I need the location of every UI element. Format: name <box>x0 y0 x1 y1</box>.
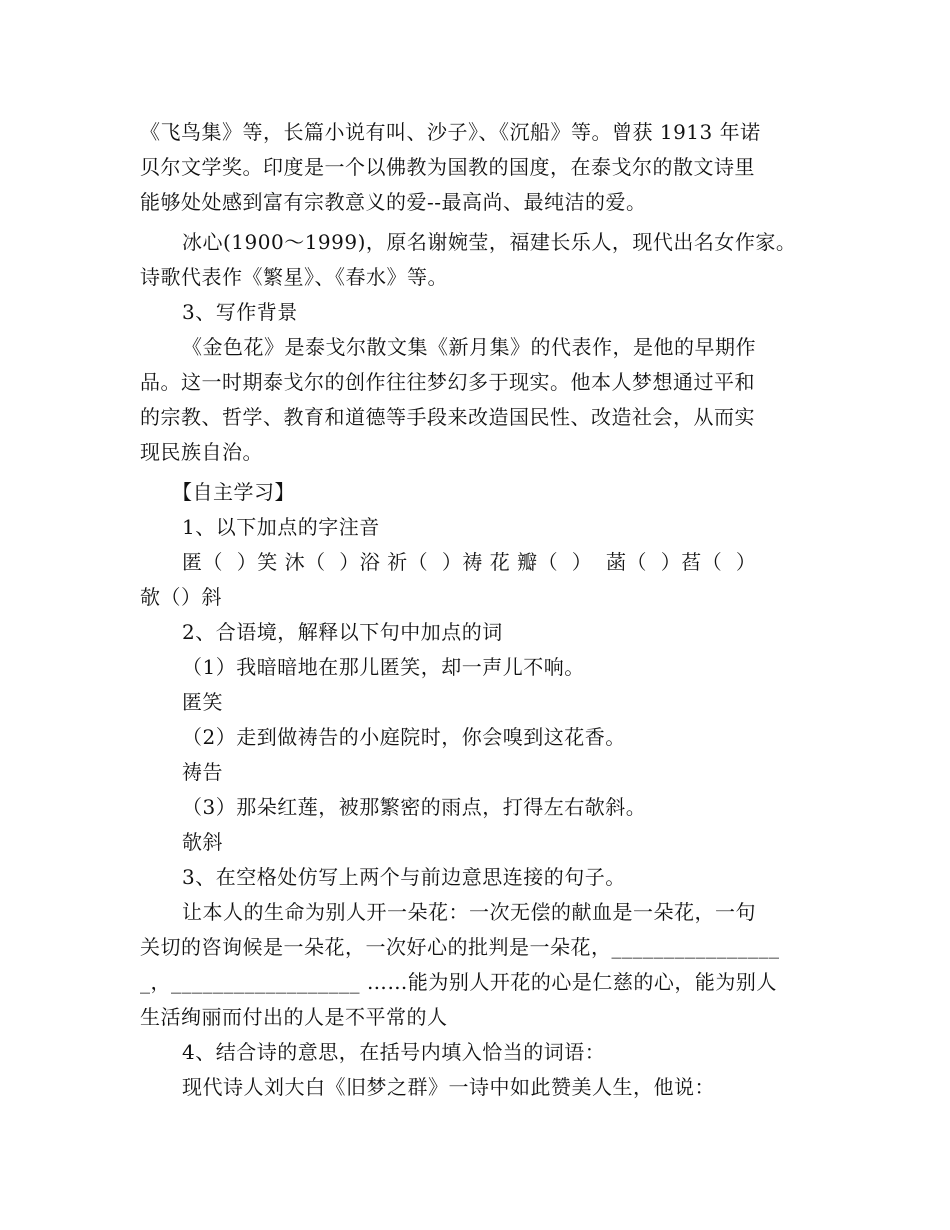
paragraph-line: _，__________________ ……能为别人开花的心是仁慈的心，能为别人 <box>140 970 777 994</box>
paragraph-line: 诗歌代表作《繁星》、《春水》等。 <box>140 265 448 289</box>
question-line: 1、以下加点的字注音 <box>182 515 380 539</box>
question-line: 匿笑 <box>182 690 223 714</box>
paragraph-line: 贝尔文学奖。印度是一个以佛教为国教的国度，在泰戈尔的散文诗里 <box>140 155 755 179</box>
question-line: 匿（ ）笑 沐（ ）浴 祈（ ）祷 花 瓣（ ） 菡（ ）萏（ ） <box>182 550 757 574</box>
paragraph-line: 现代诗人刘大白《旧梦之群》一诗中如此赞美人生，他说： <box>182 1075 715 1099</box>
question-line: 3、在空格处仿写上两个与前边意思连接的句子。 <box>182 865 626 889</box>
question-line: （2）走到做祷告的小庭院时，你会嗅到这花香。 <box>182 725 626 749</box>
paragraph-line: 《金色花》是泰戈尔散文集《新月集》的代表作，是他的早期作 <box>182 335 756 359</box>
paragraph-line: 生活绚丽而付出的人是不平常的人 <box>140 1005 448 1029</box>
question-line: 2、合语境，解释以下句中加点的词 <box>182 620 503 644</box>
question-line: 欹（）斜 <box>140 585 222 609</box>
question-line: 4、结合诗的意思，在括号内填入恰当的词语： <box>182 1040 606 1064</box>
question-line: （3）那朵红莲，被那繁密的雨点，打得左右欹斜。 <box>182 795 647 819</box>
section-heading: 【自主学习】 <box>172 480 295 504</box>
paragraph-line: 让本人的生命为别人开一朵花：一次无偿的献血是一朵花，一句 <box>182 900 756 924</box>
question-line: 祷告 <box>182 760 223 784</box>
paragraph-line: 冰心(1900～1999)，原名谢婉莹，福建长乐人，现代出名女作家。 <box>182 230 797 254</box>
paragraph-line: 《飞鸟集》等，长篇小说有叫、沙子》、《沉船》等。曾获 1913 年诺 <box>140 120 761 144</box>
paragraph-line: 现民族自治。 <box>140 440 263 464</box>
paragraph-line: 品。这一时期泰戈尔的创作往往梦幻多于现实。他本人梦想通过平和 <box>140 370 755 394</box>
paragraph-line: 的宗教、哲学、教育和道德等手段来改造国民性、改造社会，从而实 <box>140 405 755 429</box>
paragraph-line: 能够处处感到富有宗教意义的爱--最高尚、最纯洁的爱。 <box>140 190 647 214</box>
section-heading: 3、写作背景 <box>182 300 298 324</box>
paragraph-line: 关切的咨询候是一朵花，一次好心的批判是一朵花，________________ <box>140 935 780 959</box>
question-line: 欹斜 <box>182 830 223 854</box>
question-line: （1）我暗暗地在那儿匿笑，却一声儿不响。 <box>182 655 585 679</box>
